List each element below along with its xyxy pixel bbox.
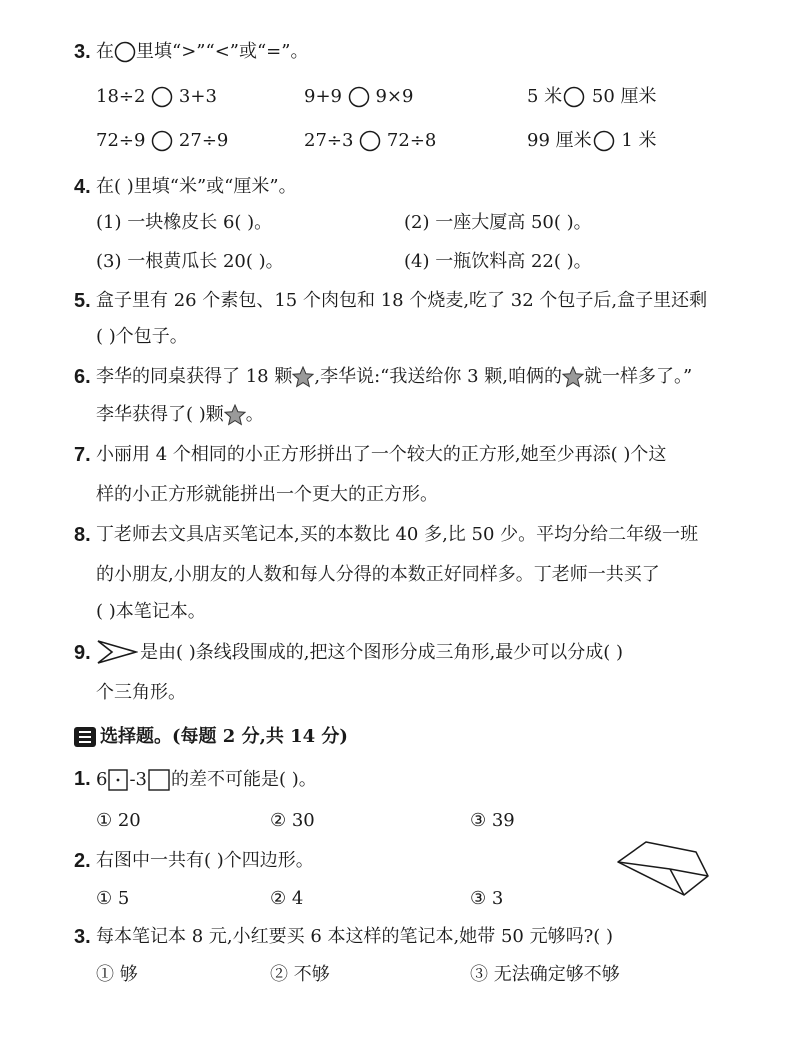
- question-number: 3.: [74, 41, 91, 63]
- section-title: 选择题。(每题 2 分,共 14 分): [100, 726, 348, 747]
- question-number: 7.: [74, 444, 91, 466]
- question-line: 丁老师去文具店买笔记本,买的本数比 40 多,比 50 少。平均分给二年级一班: [96, 524, 699, 545]
- quadrilateral-figure: [612, 838, 712, 900]
- choice-option[interactable]: ① 20: [96, 810, 141, 831]
- section-three-icon: [74, 727, 96, 747]
- answer-circle[interactable]: [151, 86, 173, 108]
- stem-text: 里填“>”“<”或“=”。: [136, 41, 309, 62]
- answer-line[interactable]: [96, 404, 264, 426]
- question-line: 是由( )条线段围成的,把这个图形分成三角形,最少可以分成( ): [140, 642, 623, 663]
- question-stem: 右图中一共有( )个四边形。: [96, 850, 314, 871]
- digit-box-with-dot[interactable]: [107, 768, 129, 792]
- answer-circle[interactable]: [592, 130, 616, 152]
- star-icon: [562, 366, 584, 388]
- question-number: 5.: [74, 290, 91, 312]
- compare-item: [527, 86, 657, 108]
- answer-line[interactable]: ( )个包子。: [96, 326, 188, 347]
- question-number: 9.: [74, 642, 91, 664]
- answer-circle[interactable]: [348, 86, 370, 108]
- text: ,李华说:“我送给你 3 颗,咱俩的: [314, 366, 562, 387]
- choice-option[interactable]: ③ 3: [470, 888, 504, 909]
- question-stem: [96, 41, 308, 63]
- choice-option[interactable]: ③ 无法确定够不够: [470, 964, 620, 985]
- question-stem: 在( )里填“米”或“厘米”。: [96, 176, 297, 197]
- question-number: 4.: [74, 176, 91, 198]
- expr-right: 27÷9: [178, 130, 229, 151]
- answer-item[interactable]: (1) 一块橡皮长 6( )。: [96, 212, 273, 233]
- choice-option[interactable]: ② 4: [270, 888, 304, 909]
- text: -3: [129, 769, 147, 790]
- answer-item[interactable]: (3) 一根黄瓜长 20( )。: [96, 251, 284, 272]
- question-number: 2.: [74, 850, 91, 872]
- text: 6: [96, 769, 108, 790]
- compare-item: [527, 130, 657, 152]
- choice-option[interactable]: ① 5: [96, 888, 130, 909]
- choice-option[interactable]: ② 不够: [270, 964, 330, 985]
- expr-left: 27÷3: [304, 130, 354, 151]
- answer-item[interactable]: (2) 一座大厦高 50( )。: [404, 212, 592, 233]
- question-number: 1.: [74, 768, 91, 790]
- answer-item[interactable]: (4) 一瓶饮料高 22( )。: [404, 251, 592, 272]
- expr-left: 9+9: [304, 86, 342, 107]
- answer-circle[interactable]: [151, 130, 173, 152]
- question-number: 6.: [74, 366, 91, 388]
- question-number: 8.: [74, 524, 91, 546]
- star-icon: [292, 366, 314, 388]
- question-number: 3.: [74, 926, 91, 948]
- answer-circle[interactable]: [359, 130, 381, 152]
- expr-right: 3+3: [178, 86, 217, 107]
- digit-box[interactable]: [147, 768, 171, 792]
- question-stem: [96, 768, 317, 792]
- answer-circle[interactable]: [562, 86, 586, 108]
- text: 李华的同桌获得了 18 颗: [96, 366, 293, 387]
- compare-item: [96, 130, 228, 152]
- text: 的差不可能是( )。: [171, 769, 317, 790]
- compare-item: [304, 86, 413, 108]
- answer-circle[interactable]: [114, 41, 136, 63]
- question-line: 小丽用 4 个相同的小正方形拼出了一个较大的正方形,她至少再添( )个这: [96, 444, 667, 465]
- question-line: 的小朋友,小朋友的人数和每人分得的本数正好同样多。丁老师一共买了: [96, 564, 660, 585]
- compare-item: [304, 130, 436, 152]
- stem-text: 在: [96, 41, 114, 62]
- question-line: 盒子里有 26 个素包、15 个肉包和 18 个烧麦,吃了 32 个包子后,盒子里还剩: [96, 290, 708, 311]
- expr-right: 1 米: [621, 130, 657, 151]
- question-stem: 每本笔记本 8 元,小红要买 6 本这样的笔记本,她带 50 元够吗?( ): [96, 926, 613, 947]
- arrow-shape-figure: [96, 638, 138, 666]
- choice-option[interactable]: ② 30: [270, 810, 315, 831]
- question-line: 个三角形。: [96, 682, 186, 703]
- expr-right: 9×9: [375, 86, 414, 107]
- text: 。: [245, 404, 264, 425]
- question-line: 样的小正方形就能拼出一个更大的正方形。: [96, 484, 438, 505]
- compare-item: [96, 86, 217, 108]
- question-line: [96, 366, 692, 388]
- text: 就一样多了。”: [583, 366, 693, 387]
- expr-left: 18÷2: [96, 86, 146, 107]
- expr-right: 72÷8: [386, 130, 437, 151]
- expr-left: 72÷9: [96, 130, 146, 151]
- expr-left: 99 厘米: [527, 130, 592, 151]
- expr-right: 50 厘米: [591, 86, 657, 107]
- choice-option[interactable]: ① 够: [96, 964, 138, 985]
- text: 李华获得了( )颗: [96, 404, 224, 425]
- expr-left: 5 米: [527, 86, 563, 107]
- answer-line[interactable]: ( )本笔记本。: [96, 601, 206, 622]
- star-icon: [224, 404, 246, 426]
- choice-option[interactable]: ③ 39: [470, 810, 515, 831]
